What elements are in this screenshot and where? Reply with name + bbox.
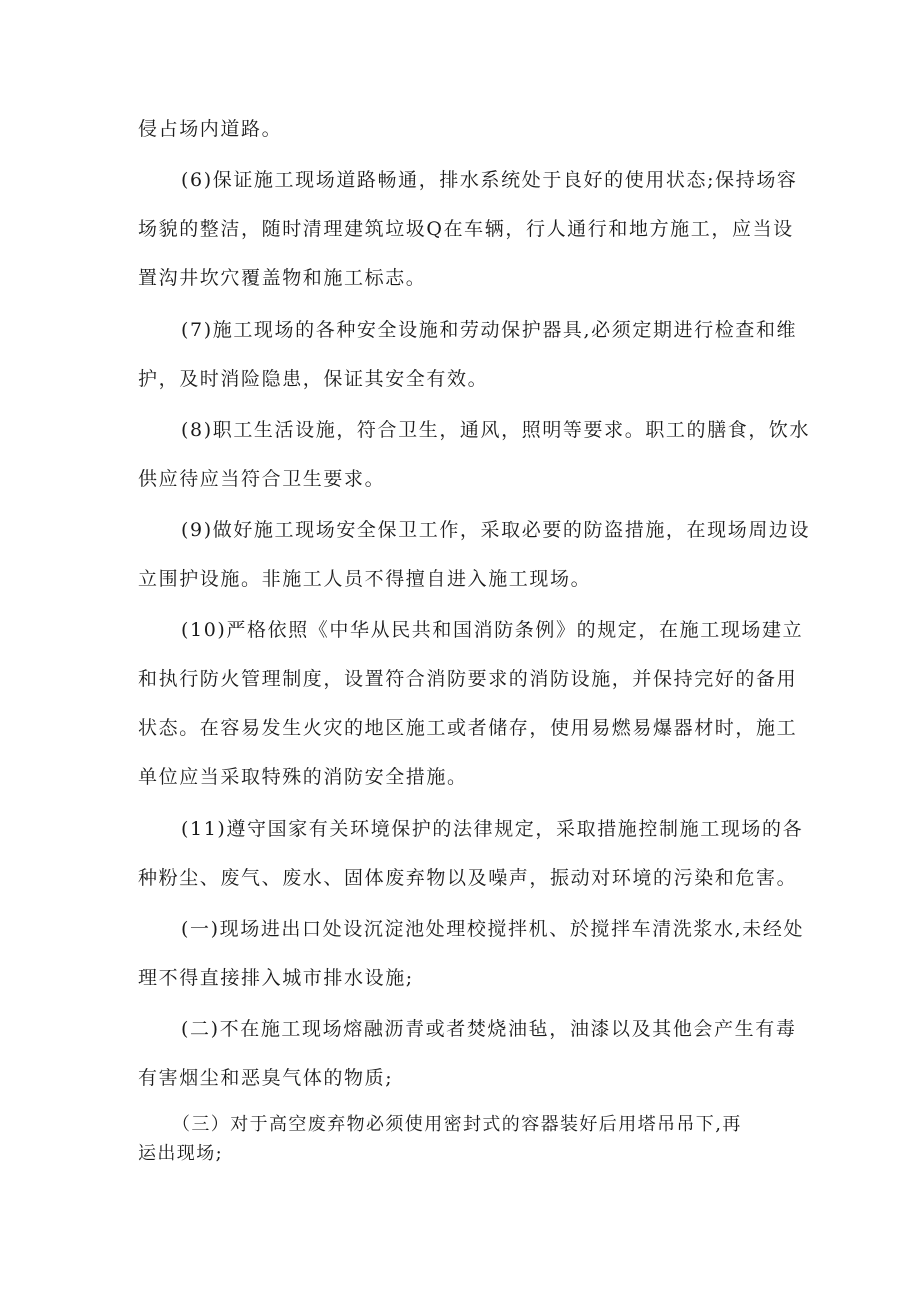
text-line: 场貌的整洁，随时清理建筑垃圾Q在车辆，行人通行和地方施工，应当设	[138, 218, 794, 240]
text-line: (6)保证施工现场道路畅通，排水系统处于良好的使用状态;保持场容	[181, 169, 798, 191]
text-line: (7)施工现场的各种安全设施和劳动保护器具,必须定期进行检查和维	[181, 319, 798, 341]
text-line: 和执行防火管理制度，设置符合消防要求的消防设施，并保持完好的备用	[138, 668, 798, 690]
text-line: (11)遵守国家有关环境保护的法律规定，采取措施控制施工现场的各	[181, 818, 804, 840]
text-line: 置沟井坎穴覆盖物和施工标志。	[138, 267, 427, 289]
text-line: (9)做好施工现场安全保卫工作，采取必要的防盗措施，在现场周边设	[181, 519, 811, 541]
text-line: 护，及时消险隐患，保证其安全有效。	[138, 368, 489, 390]
text-line: (一)现场进出口处设沉淀池处理校搅拌机、於搅拌车清洗浆水,未经处	[181, 918, 805, 940]
text-line: 立围护设施。非施工人员不得擅自进入施工现场。	[138, 568, 592, 590]
text-line: 供应待应当符合卫生要求。	[138, 468, 386, 490]
text-line: (二)不在施工现场熔融沥青或者焚烧油毡，油漆以及其他会产生有毒	[181, 1018, 797, 1040]
text-line: 理不得直接排入城市排水设施;	[138, 967, 414, 989]
text-line: 侵占场内道路。	[138, 118, 283, 140]
text-line: 种粉尘、废气、废水、固体废弃物以及噪声，振动对环境的污染和危害。	[138, 867, 798, 889]
text-line: (10)严格依照《中华从民共和国消防条例》的规定，在施工现场建立	[181, 619, 804, 641]
text-line: 运出现场;	[138, 1143, 224, 1164]
text-line: 状态。在容易发生火灾的地区施工或者储存，使用易燃易爆器材时，施工	[138, 717, 798, 739]
text-line: 单位应当采取特殊的消防安全措施。	[138, 766, 468, 788]
text-line: （三）对于高空废弃物必须使用密封式的容器装好后用塔吊吊下,再	[172, 1114, 742, 1135]
text-line: 有害烟尘和恶臭气体的物质;	[138, 1067, 394, 1089]
text-line: (8)职工生活设施，符合卫生，通风，照明等要求。职工的膳食，饮水	[181, 419, 811, 441]
